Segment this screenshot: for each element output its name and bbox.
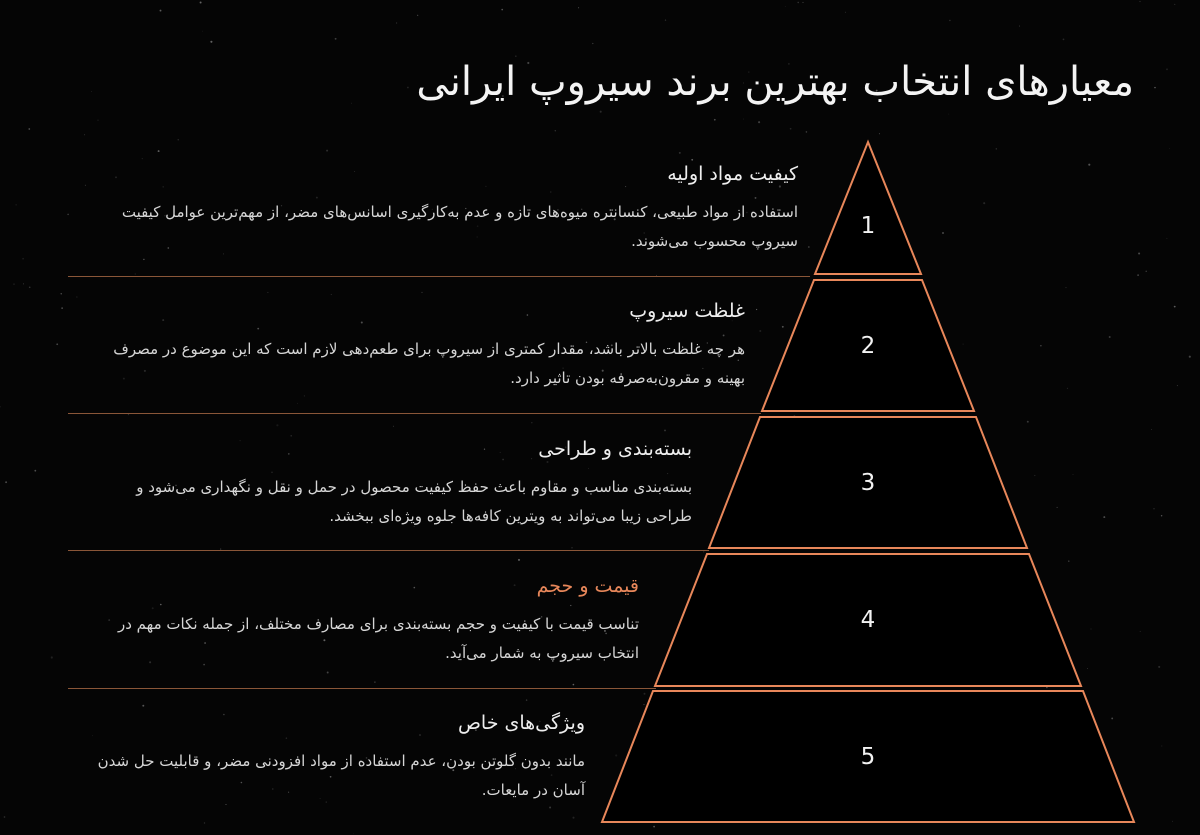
criterion-1-title: کیفیت مواد اولیه — [667, 163, 798, 185]
criterion-3 — [90, 435, 692, 531]
step-number-4: 4 — [860, 607, 876, 633]
criterion-3-title: بسته‌بندی و طراحی — [538, 438, 692, 460]
criterion-5-description: مانند بدون گلوتن بودن، عدم استفاده از مواد افزودنی مضر، و قابلیت حل شدن آسان در مایعات. — [97, 752, 585, 799]
criterion-2-title: غلظت سیروپ — [629, 300, 745, 322]
step-number-2: 2 — [860, 333, 876, 359]
criterion-1 — [90, 160, 798, 256]
divider-1 — [68, 276, 810, 277]
criterion-3-description: بسته‌بندی مناسب و مقاوم باعث حفظ کیفیت محصول در حمل و نقل و نگهداری می‌شود و طراحی زیبا می‌تواند به ویترین کافه‌ها جلوه ویژه‌ای ببخشد. — [136, 478, 692, 525]
page-title: معیارهای انتخاب بهترین برند سیروپ ایرانی — [416, 59, 1134, 105]
criterion-5 — [76, 709, 585, 805]
criterion-2-description: هر چه غلظت بالاتر باشد، مقدار کمتری از سیروپ برای طعم‌دهی لازم است که این موضوع در مصرف بهینه و مقرون‌به‌صرفه بودن تاثیر دارد. — [113, 340, 745, 387]
divider-2 — [68, 413, 761, 414]
criterion-2 — [90, 297, 745, 393]
step-number-1: 1 — [860, 213, 876, 239]
criterion-4-description: تناسب قیمت با کیفیت و حجم بسته‌بندی برای مصارف مختلف، از جمله نکات مهم در انتخاب سیروپ به شمار می‌آید. — [117, 615, 639, 662]
divider-4 — [68, 688, 656, 689]
criterion-4-title: قیمت و حجم — [536, 575, 639, 597]
pyramid-segment-1 — [815, 142, 921, 274]
criterion-1-description: استفاده از مواد طبیعی، کنسانتره میوه‌های تازه و عدم به‌کارگیری اسانس‌های مضر، از مهم‌ترین عوامل کیفیت سیروپ محسوب می‌شوند. — [121, 203, 798, 250]
step-number-5: 5 — [860, 744, 876, 770]
criterion-5-title: ویژگی‌های خاص — [457, 712, 585, 734]
criterion-4 — [80, 572, 639, 668]
divider-3 — [68, 550, 709, 551]
step-number-3: 3 — [860, 470, 876, 496]
